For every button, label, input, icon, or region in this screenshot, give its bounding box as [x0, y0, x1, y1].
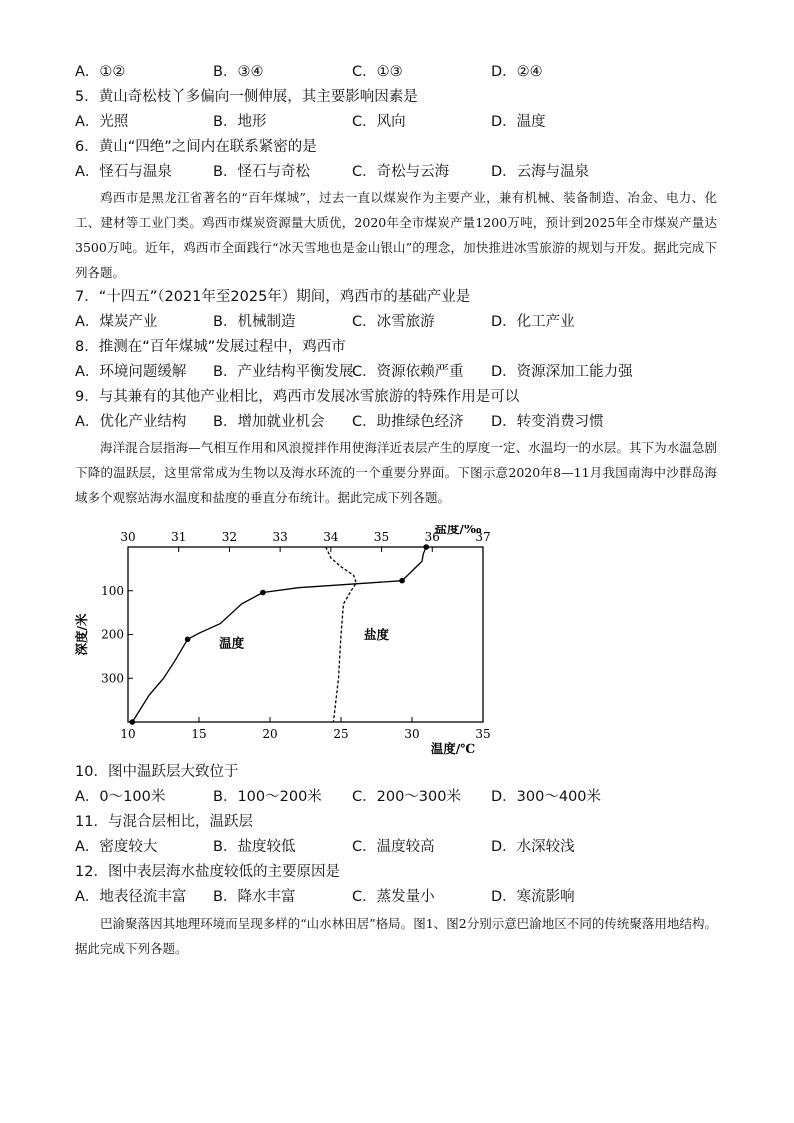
salinity-tick-label: 33 [272, 530, 288, 544]
q11-option-d: D．水深较浅 [491, 839, 575, 855]
salinity-tick-label: 34 [323, 530, 339, 544]
depth-tick-label: 100 [101, 583, 124, 598]
salinity-series-label: 盐度 [363, 626, 390, 642]
temperature-data-point [185, 637, 191, 643]
temperature-tick-label: 35 [475, 727, 491, 741]
q8-option-b: B．产业结构平衡发展 [213, 364, 354, 380]
q6-option-b: B．怪石与奇松 [213, 164, 310, 180]
temperature-tick-label: 25 [333, 727, 349, 741]
q11-stem: 11．与混合层相比，温跃层 [75, 814, 253, 830]
temperature-data-point [423, 544, 429, 550]
salinity-tick-label: 31 [171, 530, 187, 544]
q4-option-b: B．③④ [213, 64, 264, 80]
salinity-tick-label: 36 [424, 530, 440, 544]
q6-option-a: A．怪石与温泉 [75, 164, 172, 180]
q11-option-a: A．密度较大 [75, 839, 158, 855]
q8-option-d: D．资源深加工能力强 [491, 364, 633, 380]
q10-option-c: C．200～300米 [352, 789, 461, 805]
q9-option-c: C．助推绿色经济 [352, 414, 464, 430]
chart-svg [70, 525, 510, 760]
temperature-axis-label: 温度/℃ [430, 741, 476, 756]
passage-ocean [75, 435, 717, 510]
q8-option-a: A．环境问题缓解 [75, 364, 187, 380]
passage-bayu-text: 巴渝聚落因其地理环境而呈现多样的“山水林田居”格局。图1、图2分别示意巴渝地区不同的传统聚落用地结构。据此完成下列各题。 [75, 916, 717, 956]
q9-option-a: A．优化产业结构 [75, 414, 187, 430]
salinity-tick-label: 35 [373, 530, 390, 544]
q6-option-c: C．奇松与云海 [352, 164, 450, 180]
q6-stem: 6．黄山“四绝”之间内在联系紧密的是 [75, 139, 317, 155]
q6-option-d: D．云海与温泉 [491, 164, 590, 180]
passage-jixi [75, 185, 717, 285]
depth-axis-label: 深度/米 [74, 613, 89, 656]
q11-option-c: C．温度较高 [352, 839, 435, 855]
passage-jixi-text: 鸡西市是黑龙江省著名的“百年煤城”，过去一直以煤炭作为主要产业，兼有机械、装备制造、冶金、电力、化工、建材等工业门类。鸡西市煤炭资源量大质优，2020年全市煤炭产量1200万吨，预计到2025年全市煤炭产量达3500万吨。近年，鸡西市全面践行“冰天雪地也是金山银山”的理念，加快推进冰雪旅游的规划与开发。据此完成下列各题。 [75, 190, 717, 280]
q10-option-b: B．100～200米 [213, 789, 322, 805]
temperature-tick-label: 15 [191, 727, 207, 741]
q12-option-a: A．地表径流丰富 [75, 889, 187, 905]
plot-frame [128, 547, 483, 722]
q12-option-b: B．降水丰富 [213, 889, 296, 905]
q4-option-a: A．①② [75, 64, 126, 80]
q5-stem: 5．黄山奇松枝丫多偏向一侧伸展，其主要影响因素是 [75, 89, 418, 105]
q7-stem: 7．“十四五”（2021年至2025年）期间，鸡西市的基础产业是 [75, 289, 471, 305]
temperature-series-label: 温度 [219, 635, 245, 651]
q4-option-c: C．①③ [352, 64, 403, 80]
salinity-tick-label: 32 [221, 530, 238, 544]
q8-stem: 8．推测在“百年煤城”发展过程中，鸡西市 [75, 339, 346, 355]
temperature-tick-label: 30 [404, 727, 420, 741]
q7-option-b: B．机械制造 [213, 314, 296, 330]
q4-option-d: D．②④ [491, 64, 543, 80]
q11-option-b: B．盐度较低 [213, 839, 296, 855]
q5-option-d: D．温度 [491, 114, 546, 130]
salinity-curve [326, 547, 356, 722]
temperature-data-point [399, 578, 405, 584]
temperature-tick-label: 10 [120, 727, 136, 741]
q10-stem: 10．图中温跃层大致位于 [75, 764, 239, 780]
q12-option-d: D．寒流影响 [491, 889, 575, 905]
passage-bayu [75, 911, 717, 961]
depth-tick-label: 300 [101, 671, 124, 686]
salinity-tick-label: 30 [120, 530, 136, 544]
temperature-tick-label: 20 [262, 727, 278, 741]
q5-option-c: C．风向 [352, 114, 406, 130]
q9-option-d: D．转变消费习惯 [491, 414, 604, 430]
q9-option-b: B．增加就业机会 [213, 414, 325, 430]
salinity-axis-label: 盐度/‰ [434, 525, 482, 536]
temperature-data-point [260, 590, 266, 596]
temperature-data-point [129, 719, 135, 725]
q7-option-a: A．煤炭产业 [75, 314, 158, 330]
q5-option-b: B．地形 [213, 114, 267, 130]
q7-option-c: C．冰雪旅游 [352, 314, 435, 330]
salinity-tick-label: 37 [475, 530, 491, 544]
depth-tick-label: 200 [101, 627, 124, 642]
q10-option-a: A．0～100米 [75, 789, 166, 805]
temperature-salinity-chart [70, 525, 510, 764]
q7-option-d: D．化工产业 [491, 314, 575, 330]
q12-stem: 12．图中表层海水盐度较低的主要原因是 [75, 864, 340, 880]
passage-ocean-text: 海洋混合层指海—气相互作用和风浪搅拌作用使海洋近表层产生的厚度一定、水温均一的水层。其下为水温急剧下降的温跃层，这里常常成为生物以及海水环流的一个重要分界面。下图示意2020年8—11月我国南海中沙群岛海域多个观察站海水温度和盐度的垂直分布统计。据此完成下列各题。 [75, 440, 717, 505]
q9-stem: 9．与其兼有的其他产业相比，鸡西市发展冰雪旅游的特殊作用是可以 [75, 389, 520, 405]
q10-option-d: D．300～400米 [491, 789, 602, 805]
q12-option-c: C．蒸发量小 [352, 889, 435, 905]
q8-option-c: C．资源依赖严重 [352, 364, 464, 380]
q5-option-a: A．光照 [75, 114, 129, 130]
